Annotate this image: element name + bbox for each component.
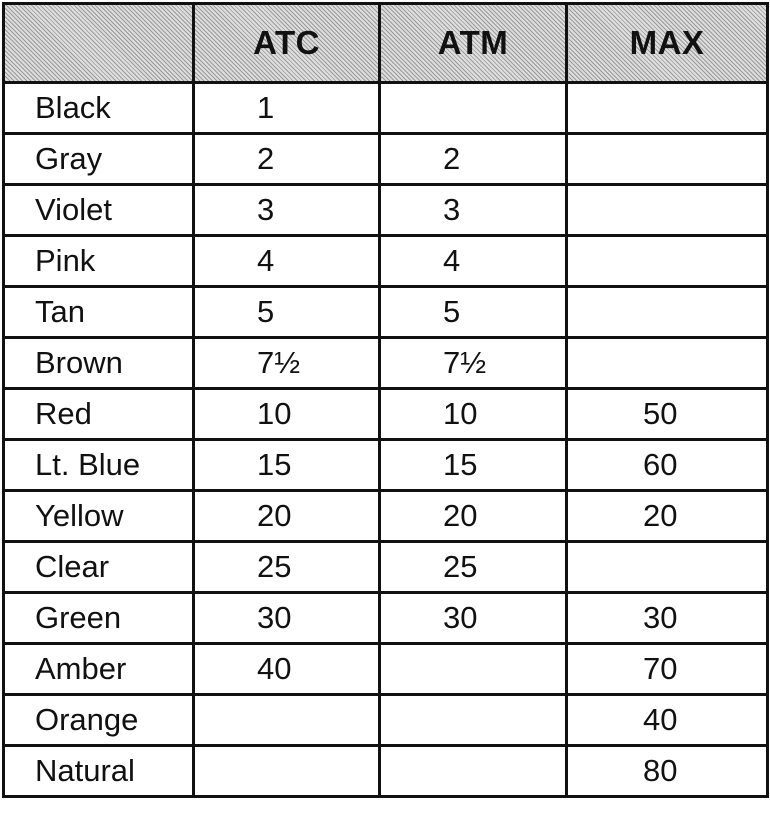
max-cell: 50 — [567, 389, 768, 440]
table-row — [4, 593, 768, 644]
atm-cell — [380, 644, 567, 695]
atc-cell: 40 — [194, 644, 380, 695]
table-row — [4, 83, 768, 134]
atc-cell: 30 — [194, 593, 380, 644]
atm-cell: 20 — [380, 491, 567, 542]
max-cell: 70 — [567, 644, 768, 695]
table-row — [4, 236, 768, 287]
atm-cell: 3 — [380, 185, 567, 236]
max-cell: 60 — [567, 440, 768, 491]
atm-cell — [380, 746, 567, 797]
atm-cell: 30 — [380, 593, 567, 644]
color-cell: Violet — [4, 185, 194, 236]
atc-cell: 7½ — [194, 338, 380, 389]
color-cell: Clear — [4, 542, 194, 593]
atc-cell: 2 — [194, 134, 380, 185]
atc-cell: 4 — [194, 236, 380, 287]
max-cell: 30 — [567, 593, 768, 644]
color-cell: Amber — [4, 644, 194, 695]
table-row — [4, 542, 768, 593]
max-cell: 40 — [567, 695, 768, 746]
max-cell — [567, 236, 768, 287]
atc-cell — [194, 695, 380, 746]
atc-cell: 5 — [194, 287, 380, 338]
header-corner — [4, 4, 194, 83]
color-cell: Red — [4, 389, 194, 440]
color-cell: Tan — [4, 287, 194, 338]
header-row — [4, 4, 768, 83]
atc-cell: 15 — [194, 440, 380, 491]
table-row — [4, 287, 768, 338]
max-cell — [567, 542, 768, 593]
max-cell — [567, 83, 768, 134]
color-cell: Pink — [4, 236, 194, 287]
table-row — [4, 338, 768, 389]
max-cell — [567, 338, 768, 389]
color-cell: Black — [4, 83, 194, 134]
atm-cell: 15 — [380, 440, 567, 491]
max-cell: 80 — [567, 746, 768, 797]
atm-cell: 7½ — [380, 338, 567, 389]
color-cell: Gray — [4, 134, 194, 185]
table-body — [4, 83, 768, 797]
table-row — [4, 746, 768, 797]
atm-cell — [380, 695, 567, 746]
atc-cell: 3 — [194, 185, 380, 236]
color-cell: Yellow — [4, 491, 194, 542]
atm-cell: 5 — [380, 287, 567, 338]
max-cell — [567, 287, 768, 338]
color-cell: Green — [4, 593, 194, 644]
fuse-color-table — [2, 2, 769, 798]
max-cell — [567, 134, 768, 185]
header-atc: ATC — [194, 4, 380, 83]
atc-cell: 25 — [194, 542, 380, 593]
max-cell: 20 — [567, 491, 768, 542]
table-header — [4, 4, 768, 83]
table-row — [4, 440, 768, 491]
table-row — [4, 695, 768, 746]
max-cell — [567, 185, 768, 236]
atm-cell: 4 — [380, 236, 567, 287]
atc-cell: 20 — [194, 491, 380, 542]
table-row — [4, 389, 768, 440]
table-row — [4, 644, 768, 695]
atm-cell: 2 — [380, 134, 567, 185]
atm-cell: 10 — [380, 389, 567, 440]
atc-cell: 1 — [194, 83, 380, 134]
color-cell: Natural — [4, 746, 194, 797]
atm-cell: 25 — [380, 542, 567, 593]
table-row — [4, 185, 768, 236]
color-cell: Brown — [4, 338, 194, 389]
atc-cell — [194, 746, 380, 797]
header-atm: ATM — [380, 4, 567, 83]
table-row — [4, 134, 768, 185]
table-row — [4, 491, 768, 542]
color-cell: Orange — [4, 695, 194, 746]
color-cell: Lt. Blue — [4, 440, 194, 491]
header-max: MAX — [567, 4, 768, 83]
atc-cell: 10 — [194, 389, 380, 440]
atm-cell — [380, 83, 567, 134]
